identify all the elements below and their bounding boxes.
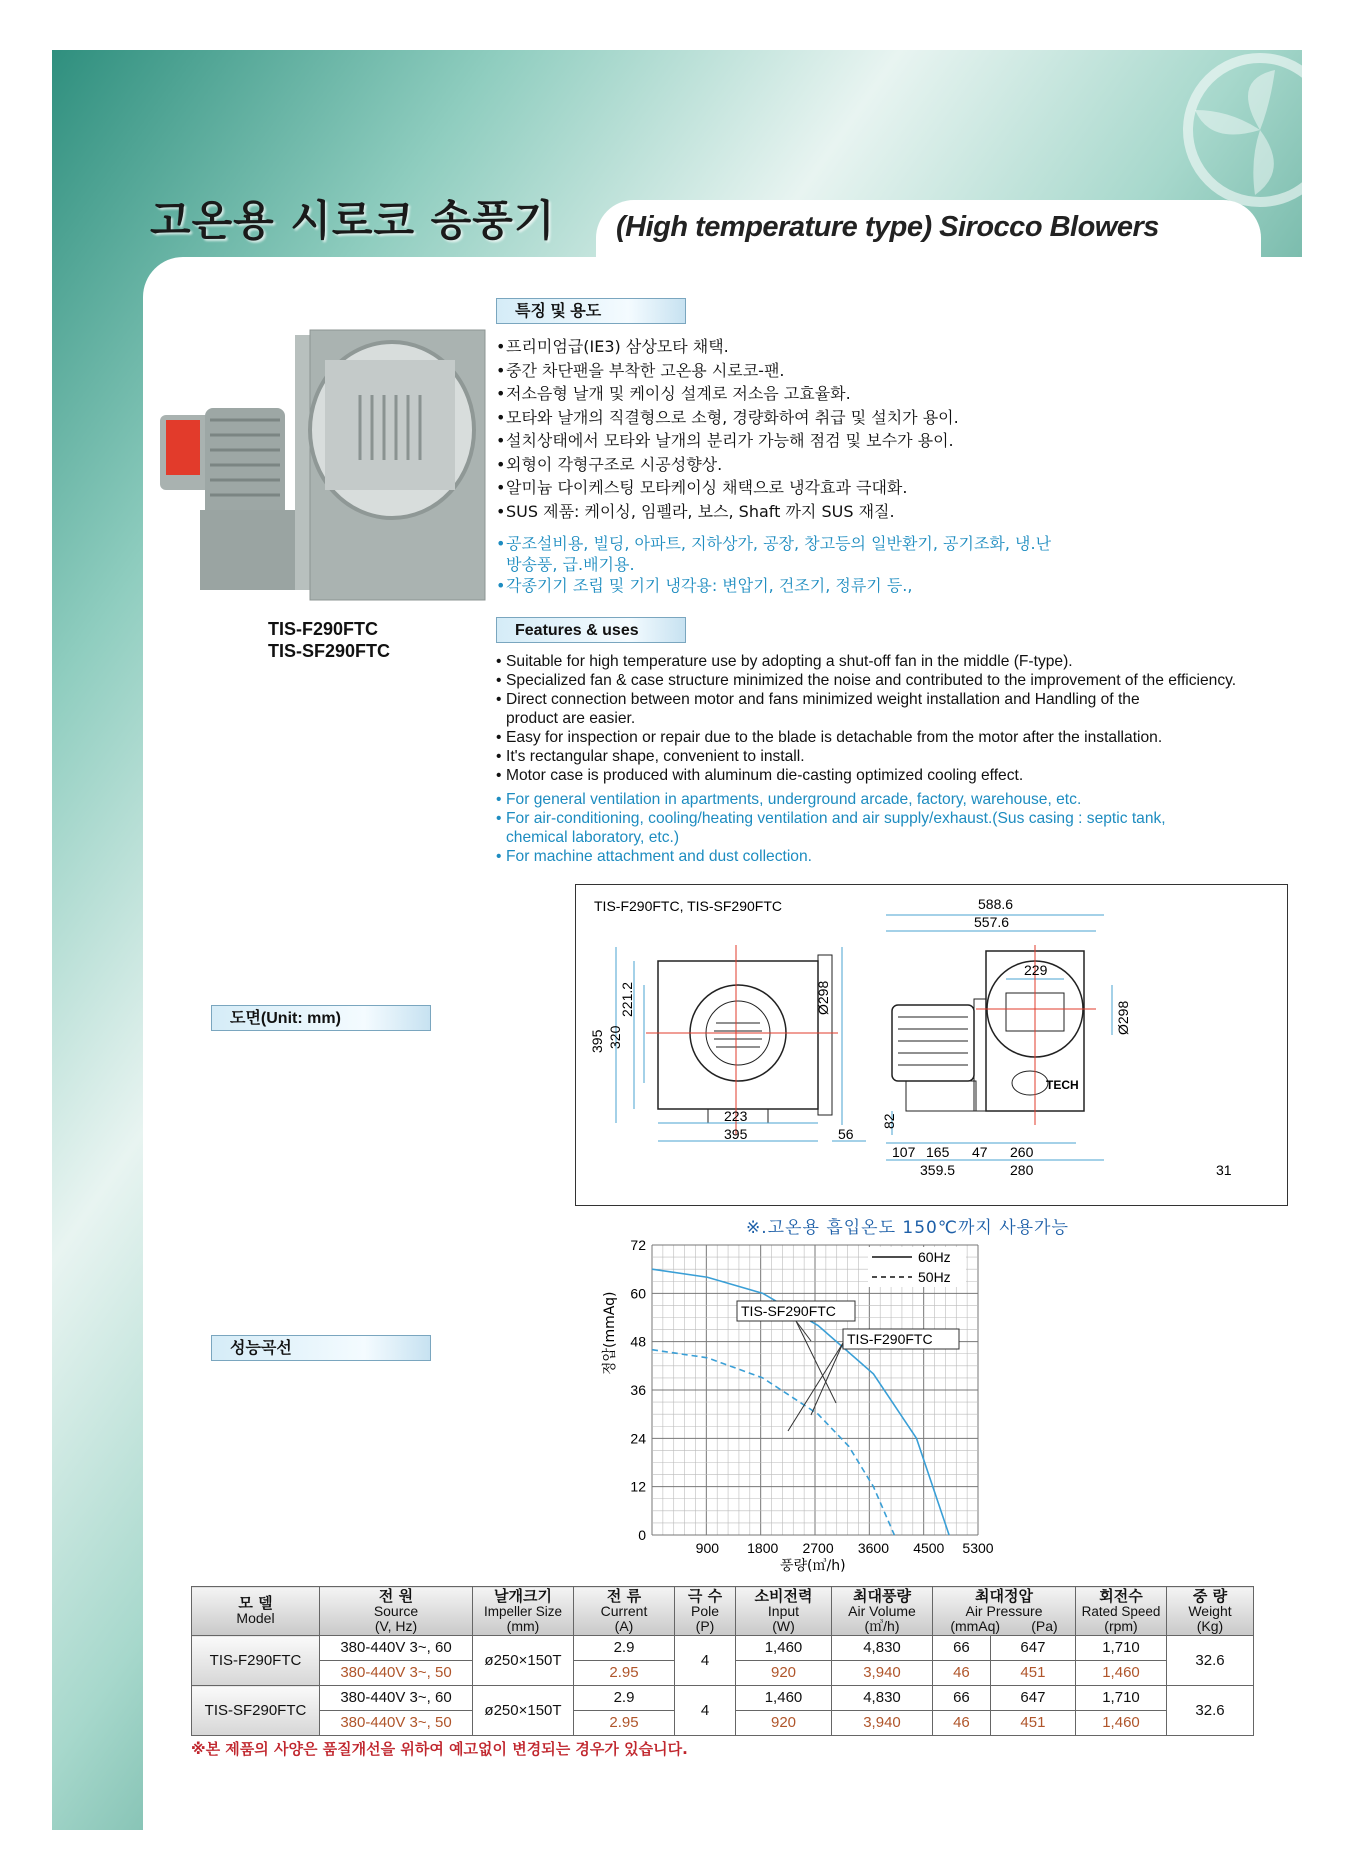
- performance-chart: [600, 1235, 1000, 1575]
- dim-side-phi298: Ø298: [1115, 1000, 1131, 1035]
- th-weight: 중 량 Weight (Kg): [1167, 1587, 1254, 1636]
- table-row: [192, 1686, 1254, 1711]
- cell-rpm: 1,460: [1076, 1711, 1167, 1736]
- cell-mmaq: 66: [933, 1636, 991, 1661]
- x-tick-label: 4500: [913, 1540, 945, 1556]
- list-item: • 저소음형 날개 및 케이싱 설계로 저소음 고효율화.: [496, 382, 959, 406]
- y-tick-label: 48: [630, 1333, 646, 1350]
- x-tick-label: 3600: [857, 1540, 890, 1556]
- chart-xlabel: 풍량(㎥/h): [780, 1558, 846, 1574]
- th-impeller: 날개크기 Impeller Size (mm): [473, 1587, 574, 1636]
- list-item: • For machine attachment and dust collection.: [496, 847, 1226, 866]
- cell-pa: 451: [990, 1711, 1075, 1736]
- dim-side-557: 557.6: [974, 914, 1010, 930]
- cell-mmaq: 66: [933, 1686, 991, 1711]
- y-tick-label: 12: [630, 1478, 646, 1495]
- x-tick-label: 2700: [802, 1540, 834, 1556]
- dim-side-359: 359.5: [920, 1162, 956, 1178]
- dim-side-165: 165: [926, 1144, 950, 1160]
- page-title-korean: 고온용 시로코 송풍기: [150, 196, 556, 245]
- annotation-sf290: TIS-SF290FTC: [741, 1303, 836, 1319]
- dim-front-395: 395: [589, 1029, 605, 1053]
- dimension-drawing: [575, 884, 1288, 1206]
- cell-weight: 32.6: [1167, 1686, 1254, 1736]
- cell-volume: 4,830: [832, 1636, 933, 1661]
- th-speed: 회전수 Rated Speed (rpm): [1076, 1587, 1167, 1636]
- cell-volume: 3,940: [832, 1661, 933, 1686]
- list-item: • 중간 차단팬을 부착한 고온용 시로코-팬.: [496, 359, 959, 383]
- cell-impeller: ø250×150T: [473, 1686, 574, 1736]
- list-item: • Specialized fan & case structure minimized the noise and contributed to the improvement of the efficiency.: [496, 671, 1236, 690]
- chart-grid: [652, 1245, 978, 1535]
- cell-pa: 647: [990, 1686, 1075, 1711]
- table-row: [192, 1636, 1254, 1661]
- cell-current: 2.95: [574, 1661, 675, 1686]
- dim-side-588: 588.6: [978, 896, 1014, 912]
- cell-source: 380-440V 3~, 50: [320, 1661, 473, 1686]
- fan-logo-decoration: [1150, 50, 1302, 210]
- page-title-english: (High temperature type) Sirocco Blowers: [616, 211, 1159, 243]
- uses-list-en: [496, 790, 1226, 866]
- dim-side-229: 229: [1024, 962, 1048, 978]
- cell-current: 2.95: [574, 1711, 675, 1736]
- list-item: • SUS 제품: 케이싱, 임펠라, 보스, Shaft 까지 SUS 재질.: [496, 500, 959, 524]
- dim-side-82: 82: [881, 1113, 897, 1129]
- temperature-note: ※.고온용 흡입온도 150℃까지 사용가능: [746, 1218, 1069, 1238]
- drawing-svg: [576, 885, 1287, 1205]
- spec-table: [191, 1586, 1254, 1736]
- chart-ylabel: 정압(mmAq): [602, 1291, 618, 1375]
- y-tick-label: 60: [630, 1285, 646, 1302]
- uses-list-kr: [496, 533, 1066, 596]
- disclaimer-note: ※본 제품의 사양은 품질개선을 위하여 예고없이 변경되는 경우가 있습니다.: [191, 1740, 688, 1758]
- cell-pa: 647: [990, 1636, 1075, 1661]
- dim-side-280: 280: [1010, 1162, 1034, 1178]
- th-pole: 극 수 Pole (P): [675, 1587, 736, 1636]
- list-item: • For air-conditioning, cooling/heating ventilation and air supply/exhaust.(Sus casing : septic tank, chemical laboratory, etc.): [496, 809, 1226, 847]
- y-tick-label: 72: [630, 1237, 646, 1253]
- list-item: • 설치상태에서 모타와 날개의 분리가 가능해 점검 및 보수가 용이.: [496, 429, 959, 453]
- cell-rpm: 1,460: [1076, 1661, 1167, 1686]
- dim-front-56: 56: [838, 1126, 854, 1142]
- dim-front-223: 223: [724, 1108, 748, 1124]
- section-performance: 성능곡선: [211, 1335, 431, 1361]
- cell-rpm: 1,710: [1076, 1686, 1167, 1711]
- logo-text: TECH: [1046, 1078, 1079, 1092]
- th-pressure: 최대정압 Air Pressure (mmAq) (Pa): [933, 1587, 1076, 1636]
- dim-side-47: 47: [972, 1144, 988, 1160]
- legend-50hz: 50Hz: [918, 1269, 951, 1285]
- dim-side-260: 260: [1010, 1144, 1034, 1160]
- product-caption: [268, 618, 390, 662]
- list-item: • 각종기기 조립 및 기기 냉각용: 변압기, 건조기, 정류기 등.,: [496, 575, 1066, 596]
- series-line-50hz: [652, 1350, 894, 1535]
- list-item: • 프리미엄급(IE3) 삼상모타 채택.: [496, 335, 959, 359]
- cell-input: 1,460: [736, 1686, 832, 1711]
- dim-side-107: 107: [892, 1144, 916, 1160]
- cell-impeller: ø250×150T: [473, 1636, 574, 1686]
- dim-front-221: 221.2: [619, 981, 635, 1017]
- caption-model-1: TIS-F290FTC: [268, 619, 379, 639]
- x-tick-label: 1800: [747, 1540, 779, 1556]
- product-photo: [160, 320, 490, 610]
- y-tick-label: 36: [630, 1382, 646, 1398]
- legend-60hz: 60Hz: [918, 1249, 951, 1265]
- drawing-title: TIS-F290FTC, TIS-SF290FTC: [594, 898, 782, 914]
- list-item: • 공조설비용, 빌딩, 아파트, 지하상가, 공장, 창고등의 일반환기, 공기조화, 냉.난방송풍, 급.배기용.: [496, 533, 1066, 575]
- table-header-row: [192, 1587, 1254, 1636]
- section-drawing: 도면(Unit: mm): [211, 1005, 431, 1031]
- list-item: • 모타와 날개의 직결형으로 소형, 경량화하여 취급 및 설치가 용이.: [496, 406, 959, 430]
- chart-legend: [868, 1247, 966, 1287]
- list-item: • It's rectangular shape, convenient to install.: [496, 747, 1236, 766]
- cell-source: 380-440V 3~, 60: [320, 1636, 473, 1661]
- cell-input: 1,460: [736, 1636, 832, 1661]
- cell-pa: 451: [990, 1661, 1075, 1686]
- caption-model-2: TIS-SF290FTC: [268, 641, 391, 661]
- cell-model: TIS-F290FTC: [192, 1636, 320, 1686]
- th-current: 전 류 Current (A): [574, 1587, 675, 1636]
- cell-mmaq: 46: [933, 1661, 991, 1686]
- cell-mmaq: 46: [933, 1711, 991, 1736]
- section-features-kr: 특징 및 용도: [496, 298, 686, 324]
- cell-pole: 4: [675, 1636, 736, 1686]
- dim-front-320: 320: [607, 1025, 623, 1049]
- list-item: • Direct connection between motor and fans minimized weight installation and Handling of the product are easier.: [496, 690, 1156, 728]
- cell-pole: 4: [675, 1686, 736, 1736]
- features-list-en: [496, 652, 1236, 785]
- cell-source: 380-440V 3~, 60: [320, 1686, 473, 1711]
- list-item: • Motor case is produced with aluminum die-casting optimized cooling effect.: [496, 766, 1236, 785]
- cell-input: 920: [736, 1711, 832, 1736]
- dim-front-395-w: 395: [724, 1126, 748, 1142]
- dim-side-31: 31: [1216, 1162, 1232, 1178]
- features-list-kr: [496, 335, 959, 523]
- section-features-en: Features & uses: [496, 617, 686, 643]
- list-item: • 외형이 각형구조로 시공성향상.: [496, 453, 959, 477]
- list-item: • Easy for inspection or repair due to the blade is detachable from the motor after the installation.: [496, 728, 1236, 747]
- cell-current: 2.9: [574, 1686, 675, 1711]
- cell-model: TIS-SF290FTC: [192, 1686, 320, 1736]
- cell-volume: 3,940: [832, 1711, 933, 1736]
- cell-rpm: 1,710: [1076, 1636, 1167, 1661]
- cell-volume: 4,830: [832, 1686, 933, 1711]
- th-input: 소비전력 Input (W): [736, 1587, 832, 1636]
- cell-current: 2.9: [574, 1636, 675, 1661]
- dim-front-phi298: Ø298: [815, 980, 831, 1015]
- annotation-f290: TIS-F290FTC: [847, 1331, 933, 1347]
- list-item: • 알미늄 다이케스팅 모타케이싱 채택으로 냉각효과 극대화.: [496, 476, 959, 500]
- cell-weight: 32.6: [1167, 1636, 1254, 1686]
- list-item: • For general ventilation in apartments, underground arcade, factory, warehouse, etc.: [496, 790, 1226, 809]
- th-model: 모 델 Model: [192, 1587, 320, 1636]
- cell-input: 920: [736, 1661, 832, 1686]
- y-tick-label: 24: [630, 1430, 646, 1447]
- y-tick-label: 0: [638, 1527, 646, 1543]
- th-volume: 최대풍량 Air Volume (㎥/h): [832, 1587, 933, 1636]
- x-tick-label: 5300: [962, 1540, 994, 1556]
- cell-source: 380-440V 3~, 50: [320, 1711, 473, 1736]
- list-item: • Suitable for high temperature use by adopting a shut-off fan in the middle (F-type).: [496, 652, 1236, 671]
- x-tick-label: 900: [695, 1540, 720, 1556]
- th-source: 전 원 Source (V, Hz): [320, 1587, 473, 1636]
